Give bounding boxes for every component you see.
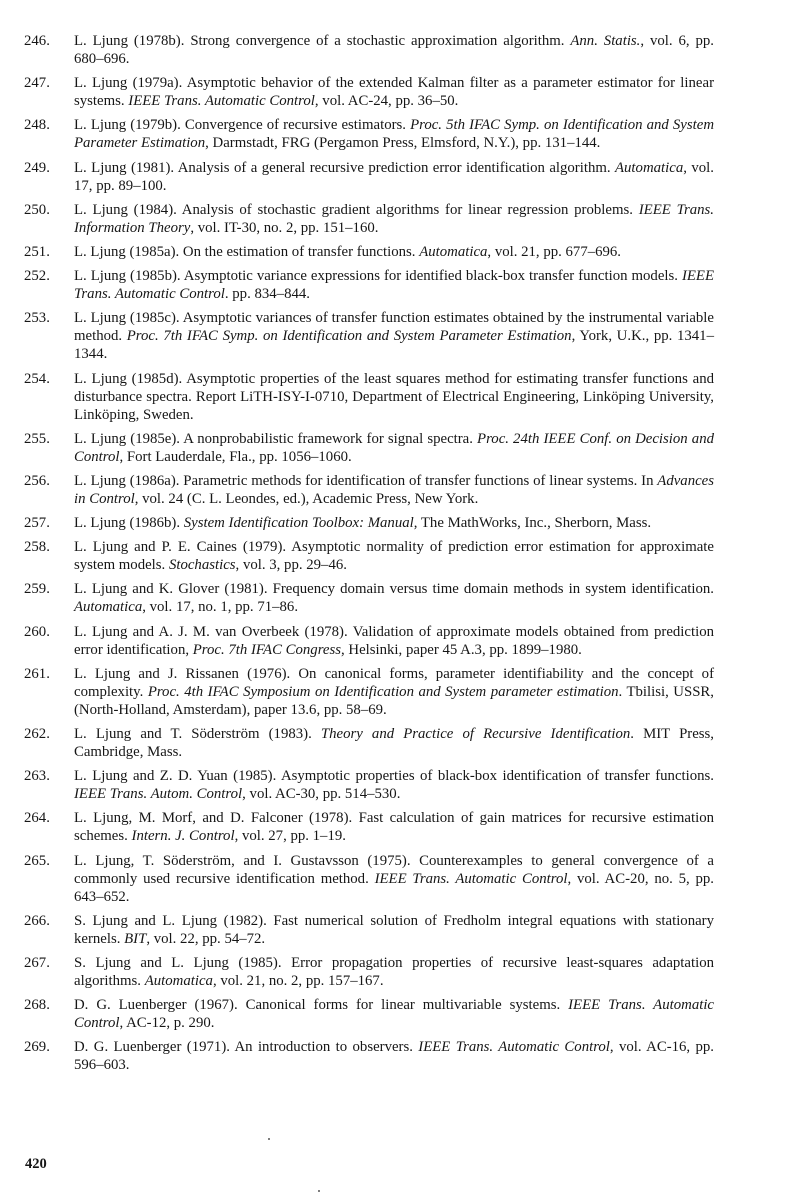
reference-text [74,996,714,1032]
reference-text [74,580,714,616]
reference-text [74,912,714,948]
reference-entry [24,665,714,719]
page-number: 420 [25,1156,47,1172]
reference-details: , vol. 21, no. 2, pp. 157–167. [212,972,384,989]
reference-number: 251. [24,243,50,260]
reference-body: L. Ljung (1978b). Strong convergence of a stochastic approximation algorithm. [74,33,571,49]
reference-body: L. Ljung and Z. D. Yuan (1985). Asymptotic properties of black-box identification of transfer functions. [74,768,714,785]
reference-number: 252. [24,268,50,285]
reference-number: 259. [24,581,50,598]
reference-number: 248. [24,117,50,134]
reference-source: Ann. Statis. [570,33,641,49]
reference-text [74,1038,714,1074]
reference-text [74,472,714,508]
reference-body: L. Ljung (1984). Analysis of stochastic gradient algorithms for linear regression problems. [74,201,639,218]
reference-source: IEEE Trans. Autom. Control [74,786,243,803]
reference-number: 264. [24,810,50,827]
reference-text [74,665,714,719]
reference-body: L. Ljung and K. Glover (1981). Frequency domain versus time domain methods in system identification. [74,581,714,598]
reference-entry [24,472,714,508]
reference-details: , vol. 6, pp. 680–696. [74,33,714,67]
reference-source: BIT [124,930,147,947]
reference-text [74,725,714,761]
reference-source: Automatica [419,243,488,260]
reference-source: IEEE Trans. Automatic Control [74,268,714,303]
reference-number: 260. [24,623,50,640]
reference-number: 256. [24,472,50,489]
reference-entry [24,370,714,424]
reference-body: L. Ljung and T. Söderström (1983). [74,726,321,742]
reference-number: 253. [24,310,50,327]
reference-source: Proc. 7th IFAC Congress [192,641,341,658]
reference-source: System Identification Toolbox: Manual [183,515,414,532]
reference-source: Proc. 4th IFAC Symposium on Identification and System parameter estimation [147,683,619,700]
reference-number: 258. [24,539,50,556]
reference-body: L. Ljung, T. Söderström, and I. Gustavsson (1975). Counterexamples to general convergence of a commonly used recursive identification method. [74,852,714,887]
reference-source: Intern. J. Control [131,828,235,845]
reference-body: D. G. Luenberger (1971). An introduction to observers. [74,1039,419,1056]
reference-text [74,514,714,532]
reference-source: IEEE Trans. Automatic Control [128,93,315,110]
reference-text [74,538,714,574]
reference-source: IEEE Trans. Information Theory [74,201,714,236]
reference-details: . pp. 834–844. [224,286,310,303]
reference-body: L. Ljung (1985a). On the estimation of transfer functions. [74,243,420,260]
reference-source: IEEE Trans. Automatic Control [74,997,715,1032]
reference-number: 250. [24,201,50,218]
reference-source: Proc. 5th IFAC Symp. on Identification and System Parameter Estimation [74,117,714,152]
reference-source: Automatica [144,972,213,989]
reference-details: , The MathWorks, Inc., Sherborn, Mass. [413,515,652,532]
reference-body: L. Ljung and A. J. M. van Overbeek (1978). Validation of approximate models obtained from prediction error identification, [74,623,714,658]
reference-text [74,159,714,195]
reference-number: 261. [24,665,50,682]
reference-entry [24,1038,714,1074]
reference-number: 255. [24,430,50,447]
reference-number: 249. [24,159,50,176]
reference-body: L. Ljung (1985c). Asymptotic variances of transfer function estimates obtained by the instrumental variable method. [74,310,714,345]
reference-details: , vol. 3, pp. 29–46. [235,557,347,574]
reference-body: L. Ljung and J. Rissanen (1976). On canonical forms, parameter identifiability and the concept of complexity. [74,665,714,700]
reference-text [74,809,714,845]
reference-details: , vol. 22, pp. 54–72. [146,930,266,947]
reference-entry [24,430,714,466]
reference-entry [24,116,714,152]
reference-details: , vol. AC-20, no. 5, pp. 643–652. [74,870,715,905]
reference-details: , Fort Lauderdale, Fla., pp. 1056–1060. [119,448,352,465]
reference-text [74,767,714,803]
reference-entry [24,514,714,532]
reference-source: Advances in Control [74,472,714,507]
reference-number: 265. [24,852,50,869]
reference-entry [24,267,714,303]
reference-details: , Darmstadt, FRG (Pergamon Press, Elmsford, N.Y.), pp. 131–144. [205,135,601,152]
reference-number: 262. [24,726,50,742]
reference-source: Automatica [615,159,684,176]
reference-source: IEEE Trans. Automatic Control [418,1039,610,1056]
reference-entry [24,954,714,990]
reference-details: , vol. 24 (C. L. Leondes, ed.), Academic Press, New York. [134,490,479,507]
reference-source: Proc. 24th IEEE Conf. on Decision and Control [74,430,714,465]
reference-number: 269. [24,1039,50,1056]
reference-entry [24,996,714,1032]
scan-speck [318,1190,320,1192]
reference-number: 266. [24,912,50,929]
reference-body: L. Ljung and P. E. Caines (1979). Asymptotic normality of prediction error estimation for approximate system models. [74,539,714,574]
reference-text [74,267,714,303]
reference-number: 247. [24,75,50,92]
reference-details: , Helsinki, paper 45 A.3, pp. 1899–1980. [341,641,582,658]
reference-entry [24,159,714,195]
reference-text [74,74,714,110]
reference-details: , vol. AC-24, pp. 36–50. [314,93,459,110]
reference-body: L. Ljung (1986b). [74,515,184,532]
reference-entry [24,538,714,574]
reference-entry [24,852,714,906]
reference-text [74,370,714,424]
reference-number: 268. [24,997,50,1014]
reference-entry [24,725,714,761]
reference-details: . Tbilisi, USSR, (North-Holland, Amsterdam), paper 13.6, pp. 58–69. [74,683,714,718]
reference-entry [24,912,714,948]
reference-number: 263. [24,768,50,785]
reference-details: , vol. AC-16, pp. 596–603. [74,1039,714,1074]
reference-text [74,201,714,237]
reference-body: D. G. Luenberger (1967). Canonical forms for linear multivariable systems. [74,997,569,1014]
reference-body: L. Ljung (1979a). Asymptotic behavior of the extended Kalman filter as a parameter estimator for linear systems. [74,75,714,110]
reference-number: 254. [24,370,50,387]
reference-number: 257. [24,515,50,532]
reference-details: , vol. 21, pp. 677–696. [487,243,622,260]
reference-body: L. Ljung, M. Morf, and D. Falconer (1978). Fast calculation of gain matrices for recursive estimation schemes. [74,810,714,845]
reference-body: L. Ljung (1979b). Convergence of recursive estimators. [74,117,411,134]
reference-source: Theory and Practice of Recursive Identification [320,726,631,742]
reference-details: . MIT Press, Cambridge, Mass. [74,726,715,760]
reference-body: L. Ljung (1986a). Parametric methods for identification of transfer functions of linear systems. In [74,472,658,489]
reference-text [74,309,714,363]
reference-number: 246. [24,33,50,49]
reference-entry [24,580,714,616]
reference-details: , vol. 27, pp. 1–19. [234,828,346,845]
reference-number: 267. [24,954,50,971]
scan-speck [268,1138,270,1140]
reference-body: L. Ljung (1985e). A nonprobabilistic framework for signal spectra. [74,430,478,447]
reference-details: , vol. 17, no. 1, pp. 71–86. [142,599,299,616]
reference-source: Stochastics [168,557,236,574]
reference-text [74,32,714,68]
reference-entry [24,32,714,68]
reference-entry [24,74,714,110]
reference-text [74,430,714,466]
reference-text [74,243,714,261]
reference-text [74,852,714,906]
reference-entry [24,767,714,803]
reference-entry [24,243,714,261]
reference-text [74,954,714,990]
reference-entry [24,201,714,237]
reference-entry [24,309,714,363]
reference-body: L. Ljung (1985d). Asymptotic properties of the least squares method for estimating transfer functions and disturbance spectra. Report LiTH-ISY-I-0710, Department of Electrical Engineering, Linköping University, Linköping, Sweden. [74,370,714,423]
reference-source: IEEE Trans. Automatic Control [374,870,568,887]
reference-body: L. Ljung (1985b). Asymptotic variance expressions for identified black-box transfer function models. [74,268,682,285]
reference-details: , vol. IT-30, no. 2, pp. 151–160. [190,219,379,236]
reference-entry [24,623,714,659]
reference-details: , vol. 17, pp. 89–100. [74,159,714,194]
reference-entry [24,809,714,845]
reference-source: Automatica [74,599,143,616]
reference-details: , York, U.K., pp. 1341–1344. [74,328,714,363]
reference-body: S. Ljung and L. Ljung (1985). Error propagation properties of recursive least-squares adaptation algorithms. [74,954,714,989]
reference-details: , AC-12, p. 290. [119,1015,215,1032]
reference-list [24,32,714,1081]
reference-details: , vol. AC-30, pp. 514–530. [242,786,401,803]
reference-source: Proc. 7th IFAC Symp. on Identification and System Parameter Estimation [126,328,572,345]
reference-text [74,116,714,152]
reference-body: L. Ljung (1981). Analysis of a general recursive prediction error identification algorithm. [74,159,615,176]
reference-body: S. Ljung and L. Ljung (1982). Fast numerical solution of Fredholm integral equations with stationary kernels. [74,912,714,947]
reference-text [74,623,714,659]
